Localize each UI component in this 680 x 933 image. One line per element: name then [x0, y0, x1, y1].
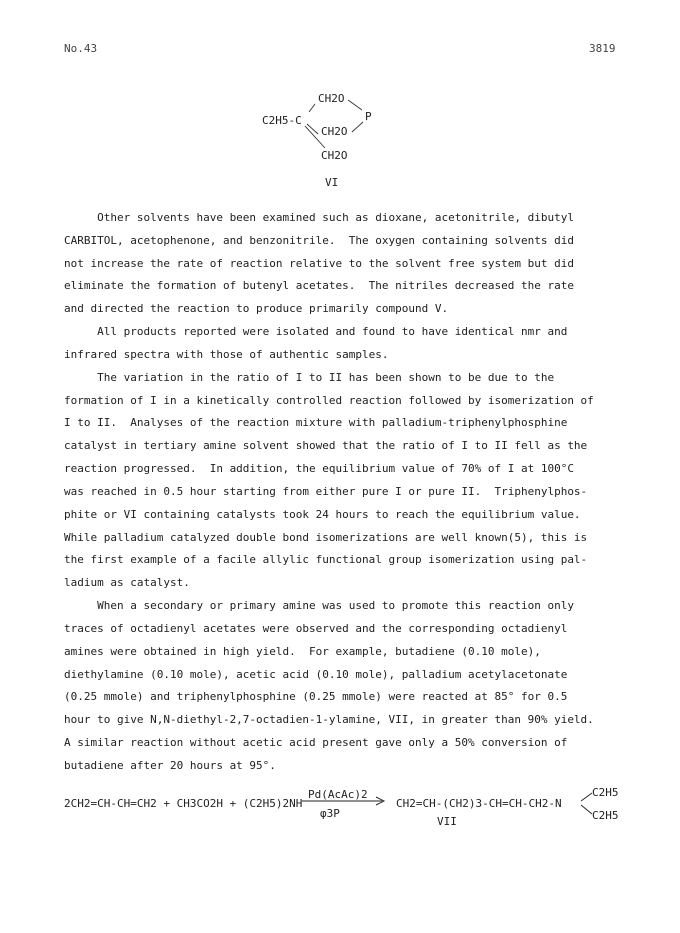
body-line: formation of I in a kinetically controlled reaction followed by isomerization of — [64, 393, 594, 407]
body-line: When a secondary or primary amine was used to promote this reaction only — [64, 599, 574, 613]
body-line: Other solvents have been examined such as dioxane, acetonitrile, dibutyl — [64, 211, 574, 224]
body-line: diethylamine (0.10 mole), acetic acid (0.10 mole), palladium acetylacetonate — [64, 667, 568, 681]
amine-bonds — [580, 790, 594, 820]
body-line: While palladium catalyzed double bond isomerizations are well known(5), this is — [64, 530, 588, 544]
equation-product: CH2=CH-(CH2)3-CH=CH-CH2-N — [396, 797, 562, 810]
body-line: CARBITOL, acetophenone, and benzonitrile. The oxygen containing solvents did — [64, 233, 574, 247]
body-line: reaction progressed. In addition, the equilibrium value of 70% of I at 100°C — [64, 462, 574, 476]
equation-ethyl-top: C2H5 — [592, 786, 619, 799]
vi-bonds — [0, 0, 680, 200]
body-line: was reached in 0.5 hour starting from either pure I or pure II. Triphenylphos- — [64, 484, 588, 498]
equation-ethyl-bottom: C2H5 — [592, 809, 619, 822]
vi-middle-ch2o: CH2O — [321, 125, 348, 138]
body-line: hour to give N,N-diethyl-2,7-octadien-1-ylamine, VII, in greater than 90% yield. — [64, 713, 594, 727]
vi-bottom-ch2o: CH2O — [321, 149, 348, 162]
body-line: The variation in the ratio of I to II has been shown to be due to the — [64, 370, 555, 384]
body-line: traces of octadienyl acetates were observed and the corresponding octadienyl — [64, 621, 568, 635]
page-number: 3819 — [589, 42, 616, 55]
body-line: (0.25 mmole) and triphenylphosphine (0.25 mmole) were reacted at 85° for 0.5 — [64, 690, 568, 704]
equation-reactants: 2CH2=CH-CH=CH2 + CH3CO2H + (C2H5)2NH — [64, 797, 303, 810]
body-line: ladium as catalyst. — [64, 576, 190, 590]
body-line: catalyst in tertiary amine solvent showed that the ratio of I to II fell as the — [64, 439, 588, 453]
body-line: I to II. Analyses of the reaction mixture with palladium-triphenylphosphine — [64, 416, 568, 430]
equation-catalyst-top: Pd(AcAc)2 — [308, 788, 368, 801]
body-line: the first example of a facile allylic functional group isomerization using pal- — [64, 553, 588, 567]
vi-ethyl: C2H5-C — [262, 114, 302, 127]
body-line: eliminate the formation of butenyl acetates. The nitriles decreased the rate — [64, 279, 574, 293]
body-line: A similar reaction without acetic acid present gave only a 50% conversion of — [64, 736, 568, 750]
body-line: infrared spectra with those of authentic samples. — [64, 347, 389, 361]
journal-issue: No.43 — [64, 42, 98, 55]
vi-phosphorus: P — [365, 110, 372, 123]
body-line: phite or VI containing catalysts took 24 hours to reach the equilibrium value. — [64, 507, 581, 521]
reaction-arrow — [300, 796, 390, 806]
vi-label: VI — [325, 176, 339, 189]
body-line: butadiene after 20 hours at 95°. — [64, 758, 276, 772]
vi-top-ch2o: CH2O — [318, 92, 345, 105]
body-line: and directed the reaction to produce primarily compound V. — [64, 302, 449, 316]
body-line: not increase the rate of reaction relative to the solvent free system but did — [64, 256, 574, 270]
equation-catalyst-bottom: φ3P — [320, 807, 340, 820]
equation-label: VII — [437, 815, 457, 828]
body-line: All products reported were isolated and found to have identical nmr and — [64, 325, 568, 339]
body-line: amines were obtained in high yield. For example, butadiene (0.10 mole), — [64, 644, 541, 658]
